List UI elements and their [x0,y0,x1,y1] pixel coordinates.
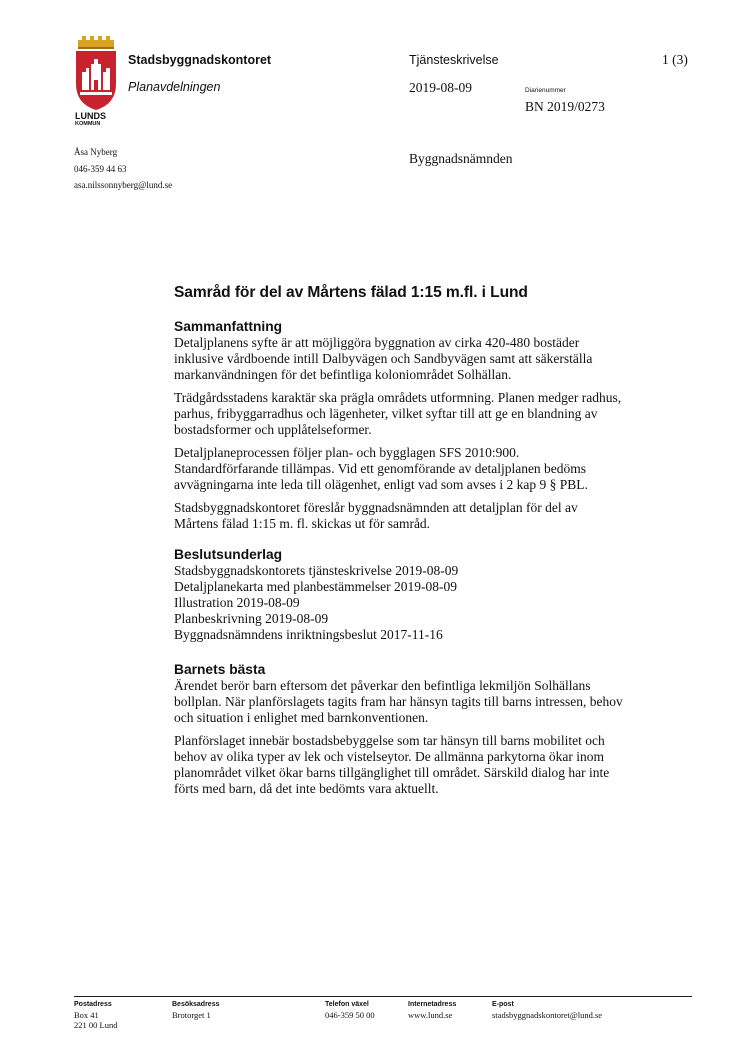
section-barnets-basta [174,661,624,797]
footer-label: Besöksadress [172,1001,220,1008]
shield-icon [76,51,116,110]
dept-name: Planavdelningen [128,80,221,94]
footer-value: 046-359 50 00 [325,1010,375,1020]
footer-postadress [74,1000,117,1030]
document-body [174,284,624,806]
document-date: 2019-08-09 [409,80,472,95]
footer-value: Box 41 [74,1010,99,1020]
footer-epost [492,1000,602,1020]
footer-telefon [325,1000,375,1020]
section-beslutsunderlag [174,546,624,643]
footer-value: 221 00 Lund [74,1020,118,1030]
section-heading: Beslutsunderlag [174,547,283,562]
footer-besoksadress [172,1000,219,1020]
crown-icon [78,36,114,49]
page-number: 1 (3) [662,52,688,67]
section-heading: Sammanfattning [174,319,283,334]
paragraph: Ärendet berör barn eftersom det påverkar den befintliga lekmiljön Solhällans bollplan. När planförslagets tagits fram har hänsyn tagits till barns intressen, behov och situation i enlighet med barnkonventionen. [174,678,623,725]
document-type: Tjänsteskrivelse [409,53,499,67]
paragraph: Trädgårdsstadens karaktär ska prägla områdets utformning. Planen medger radhus, parhus, fribyggarradhus och lägenheter, vilket syftar till att ge en blandning av bostadsformer och upplåtelseformer. [174,390,622,437]
footer-label: E-post [492,1001,514,1008]
footer-internet [408,1000,456,1020]
footer-value[interactable]: stadsbyggnadskontoret@lund.se [492,1010,603,1020]
list-item: Byggnadsnämndens inriktningsbeslut 2017-11-16 [174,627,443,642]
contact-name: Åsa Nyberg [74,147,118,157]
footer-divider [74,996,692,997]
contact-email[interactable]: asa.nilssonnyberg@lund.se [74,180,173,190]
footer-label: Postadress [74,1001,112,1008]
lunds-kommun-logo [74,34,118,126]
section-heading: Barnets bästa [174,662,266,677]
diarie-number: BN 2019/0273 [525,99,605,114]
contact-block [74,144,172,194]
footer-value[interactable]: www.lund.se [408,1010,453,1020]
list-item: Stadsbyggnadskontorets tjänsteskrivelse 2019-08-09 [174,563,459,578]
list-item: Illustration 2019-08-09 [174,595,300,610]
logo-text-kommun: KOMMUN [75,121,101,126]
org-name: Stadsbyggnadskontoret [128,53,272,67]
paragraph: Detaljplanens syfte är att möjliggöra byggnation av cirka 420-480 bostäder inklusive vårdboende intill Dalbyvägen och Sandbyvägen samt att säkerställa markanvändningen för det befintliga koloniområdet Solhällan. [174,335,593,382]
contact-phone: 046-359 44 63 [74,163,127,174]
footer-label: Internetadress [408,1001,457,1008]
recipient: Byggnadsnämnden [409,151,513,166]
diarie-label: Diarienummer [525,87,566,94]
footer-value: Brotorget 1 [172,1010,211,1020]
footer-label: Telefon växel [325,1001,369,1008]
paragraph: Planförslaget innebär bostadsbebyggelse som tar hänsyn till barns mobilitet och behov av olika typer av lek och vistelseytor. De allmänna parkytorna ökar inom planområdet vilket ökar barns tillgänglighet till området. Särskild dialog har inte förts med barn, då det inte bedömts vara aktuellt. [174,733,610,796]
list-item: Detaljplanekarta med planbestämmelser 2019-08-09 [174,579,458,594]
logo-text-lunds: LUNDS [75,111,106,121]
paragraph: Stadsbyggnadskontoret föreslår byggnadsnämnden att detaljplan för del av Mårtens fälad 1:15 m. fl. skickas ut för samråd. [174,500,578,531]
list-item: Planbeskrivning 2019-08-09 [174,611,329,626]
document-title: Samråd för del av Mårtens fälad 1:15 m.fl. i Lund [174,284,528,301]
paragraph: Detaljplaneprocessen följer plan- och bygglagen SFS 2010:900. Standardförfarande tillämpas. Vid ett genomförande av detaljplanen bedöms avvägningarna inte leda till olägenhet, enligt vad som avses i 2 kap 9 § PBL. [174,445,588,492]
section-sammanfattning [174,318,624,532]
